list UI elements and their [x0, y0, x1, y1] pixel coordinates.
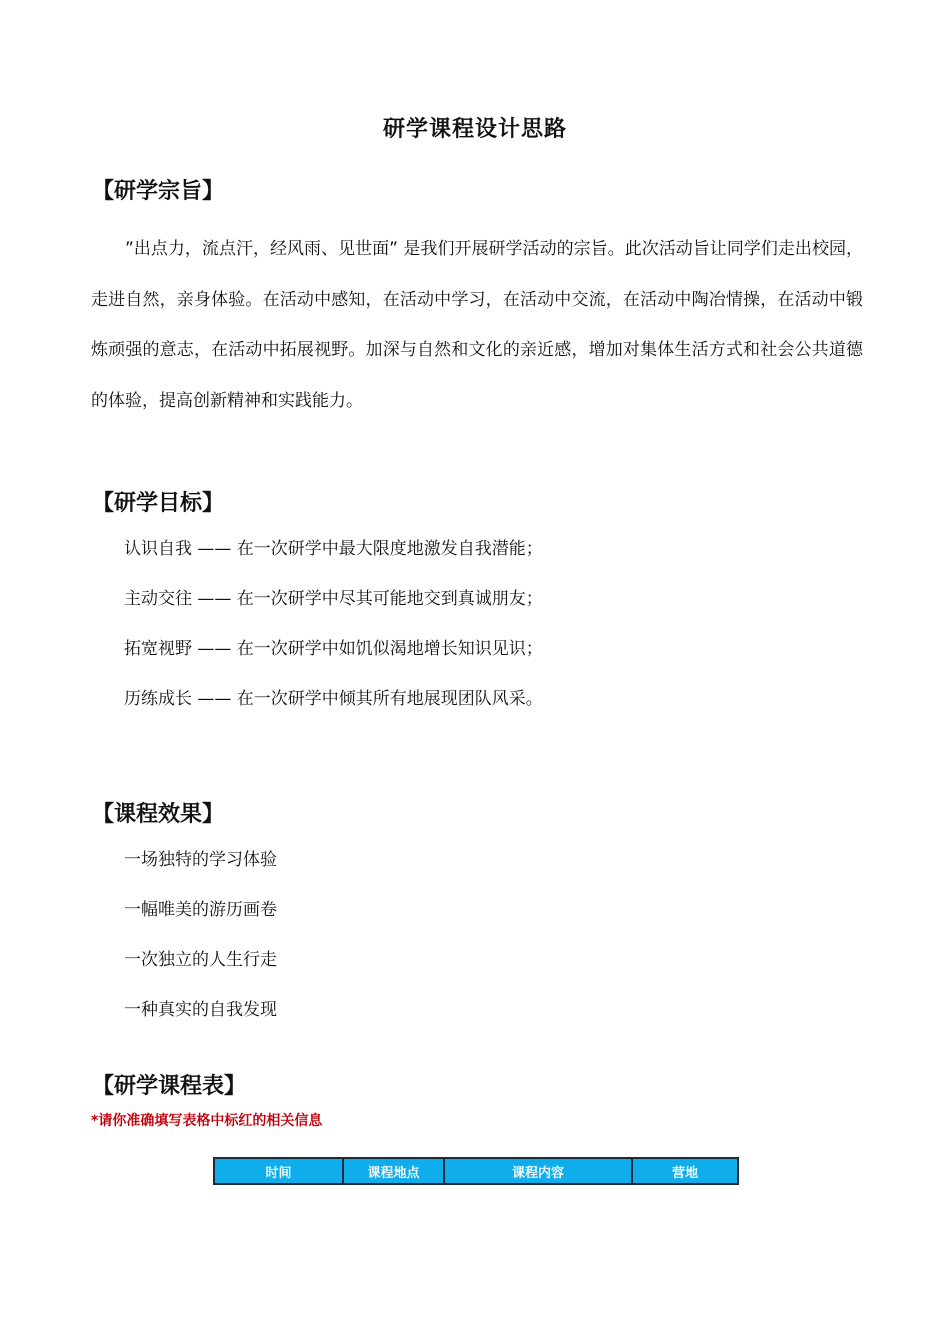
- page-title: 研学课程设计思路: [382, 117, 567, 142]
- effect-item: 一次独立的人生行走: [124, 950, 277, 970]
- schedule-table: [213, 1157, 739, 1185]
- column-header-camp: 营地: [632, 1158, 738, 1184]
- effects-list: [124, 847, 277, 1047]
- goal-item: 历练成长 —— 在一次研学中倾其所有地展现团队风采。: [124, 689, 543, 709]
- purpose-paragraph: ”出点力，流点汗，经风雨、见世面” 是我们开展研学活动的宗旨。此次活动旨让同学们走出校园，走进自然，亲身体验。在活动中感知，在活动中学习，在活动中交流，在活动中陶冶情操，在活动中锻炼顽强的意志，在活动中拓展视野。加深与自然和文化的亲近感，增加对集体生活方式和社会公共道德的体验，提高创新精神和实践能力。: [91, 239, 863, 411]
- goals-list: [124, 536, 543, 736]
- goal-item: 认识自我 —— 在一次研学中最大限度地激发自我潜能；: [124, 539, 543, 559]
- effect-item: 一场独特的学习体验: [124, 850, 277, 870]
- column-header-time: 时间: [214, 1158, 343, 1184]
- effect-item: 一种真实的自我发现: [124, 1000, 277, 1020]
- goal-item: 主动交往 —— 在一次研学中尽其可能地交到真诚朋友；: [124, 589, 543, 609]
- effect-item: 一幅唯美的游历画卷: [124, 900, 277, 920]
- section-heading-schedule: 【研学课程表】: [92, 1074, 247, 1099]
- section-heading-effects: 【课程效果】: [92, 802, 225, 827]
- section-heading-purpose: 【研学宗旨】: [92, 179, 225, 204]
- column-header-content: 课程内容: [444, 1158, 632, 1184]
- section-heading-goals: 【研学目标】: [92, 491, 225, 516]
- column-header-location: 课程地点: [343, 1158, 444, 1184]
- table-header-row: [214, 1158, 738, 1184]
- goal-item: 拓宽视野 —— 在一次研学中如饥似渴地增长知识见识；: [124, 639, 543, 659]
- schedule-note: *请你准确填写表格中标红的相关信息: [91, 1113, 323, 1129]
